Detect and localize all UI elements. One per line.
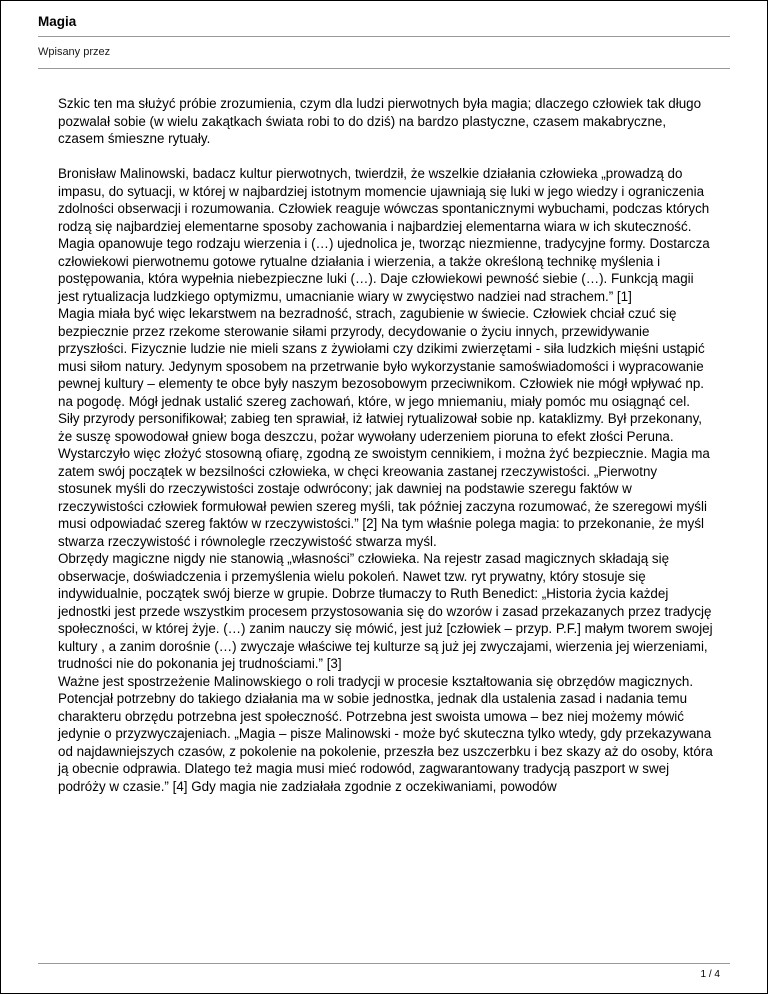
byline: Wpisany przez xyxy=(38,46,111,58)
paragraph-intro: Szkic ten ma służyć próbie zrozumienia, czym dla ludzi pierwotnych była magia; dlaczego człowiek tak długo pozwalał sobie (w wielu zakątkach świata robi to do dziś) na bardzo plastyczne, czasem makabryczne, czasem śmieszne rytuały. xyxy=(58,96,702,146)
paragraph-tradition-role: Ważne jest spostrzeżenie Malinowskiego o roli tradycji w procesie kształtowania się obrzędów magicznych. Potencjał potrzebny do takiego działania ma w sobie jednostka, jednak dla ustalenia zasad i nadania temu charakteru obrzędu potrzebna jest społeczność. Potrzebna jest swoista umowa – bez niej możemy mówić jedynie o przyzwyczajeniach. „Magia – pisze Malinowski - może być skuteczna tylko wtedy, gdy przekazywana od najdawniejszych czasów, z pokolenie na pokolenie, przeszła bez uszczerbku i bez skazy aż do osoby, która ją obecnie odprawia. Dlatego też magia musi mieć rodowód, zagwarantowany tradycją paszport w swej podróży w czasie.” [4] Gdy magia nie zadziałała zgodnie z oczekiwaniami, powodów xyxy=(58,673,713,794)
document-header xyxy=(1,1,767,69)
page-title: Magia xyxy=(38,14,77,29)
paragraph-magic-as-remedy: Magia miała być więc lekarstwem na bezradność, strach, zagubienie w świecie. Człowiek chciał czuć się bezpiecznie przez rzekome sterowanie siłami przyrody, decydowanie o życiu innych, przewidywanie przyszłości. Fizycznie ludzie nie mieli szans z żywiołami czy dzikimi zwierzętami - siła ludzkich mięśni ustąpić musi siłom natury. Jedynym sposobem na przetrwanie było wykorzystanie samoświadomości i wypracowanie pewnej kultury – elementy te obce były naszym bezosobowym przeciwnikom. Człowiek nie mógł wpływać np. na pogodę. Mógł jednak ustalić szereg zachowań, które, w jego mniemaniu, miały pomóc mu osiągnąć cel. Siły przyrody personifikował; zabieg ten sprawiał, iż łatwiej rytualizował sobie np. kataklizmy. Był przekonany, że suszę spowodował gniew boga deszczu, pożar wywołany uderzeniem pioruna to efekt złości Peruna. Wystarczyło więc złożyć stosowną ofiarę, zgodną ze swoistym cennikiem, i można żyć bezpiecznie. Magia ma zatem swój początek w bezsilności człowieka, w chęci kreowania zastanej rzeczywistości. „Pierwotny stosunek myśli do rzeczywistości zostaje odwrócony; jak dawniej na podstawie szeregu faktów w rzeczywistości człowiek formułował pewien szereg myśli, tak później zaczyna rozumować, że szeregowi myśli musi odpowiadać szereg faktów w rzeczywistości.” [2] Na tym właśnie polega magia: to przekonanie, że myśl stwarza rzeczywistość i równolegle rzeczywistość stwarza myśl. xyxy=(58,306,710,549)
document-footer xyxy=(1,963,767,993)
paragraph-malinowski-quote: Bronisław Malinowski, badacz kultur pierwotnych, twierdził, że wszelkie działania człowieka „prowadzą do impasu, do sytuacji, w której w najbardziej istotnym momencie ujawniają się luki w jego wiedzy i ograniczenia zdolności obserwacji i rozumowania. Człowiek reaguje wówczas spontanicznymi wybuchami, podczas których rodzą się najbardziej elementarne sposoby zachowania i najbardziej elementarna wiara w ich skuteczność. Magia opanowuje tego rodzaju wierzenia i (…) ujednolica je, tworząc niezmienne, tradycyjne formy. Dostarcza człowiekowi pierwotnemu gotowe rytualne działania i wierzenia, a także określoną technikę myślenia i postępowania, która wypełnia niebezpieczne luki (…). Daje człowiekowi pewność siebie (…). Funkcją magii jest rytualizacja ludzkiego optymizmu, umacnianie wiary w zwycięstwo nadziei nad strachem.” [1] xyxy=(58,166,710,304)
header-divider-top xyxy=(38,36,730,37)
article-body xyxy=(1,69,767,795)
page-number: 1 / 4 xyxy=(700,969,720,980)
paragraph-rituals-ownership: Obrzędy magiczne nigdy nie stanowią „własności” człowieka. Na rejestr zasad magicznych składają się obserwacje, doświadczenia i przemyślenia wielu pokoleń. Nawet tzw. ryt prywatny, który stosuje się indywidualnie, początek swój bierze w grupie. Dobrze tłumaczy to Ruth Benedict: „Historia życia każdej jednostki jest przede wszystkim procesem przystosowania się do wzorów i zasad przekazanych przez tradycję społeczności, w której żyje. (…) zanim nauczy się mówić, jest już [człowiek – przyp. P.F.] małym tworem swojej kultury , a zanim dorośnie (…) zwyczaje właściwe tej kulturze są już jej zwyczajami, wierzenia jej wierzeniami, trudności nie do pokonania jej trudnościami.” [3] xyxy=(58,551,713,671)
